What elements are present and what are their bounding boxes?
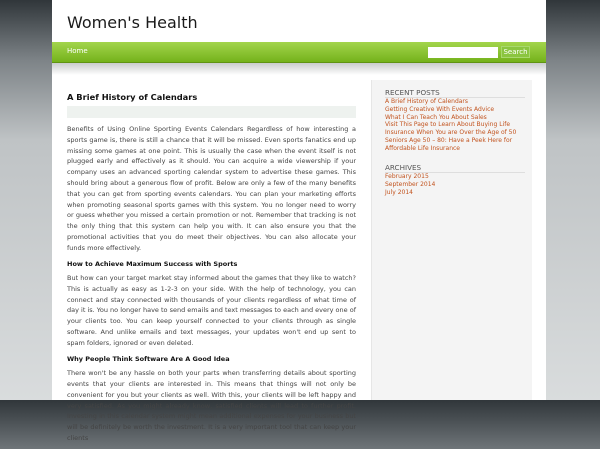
main-navigation	[52, 42, 546, 63]
nav-item-home[interactable]: Home	[67, 47, 88, 55]
post-paragraph: But how can your target market stay informed about the games that they like to watch? This is actually as easy as 1-2-3 on your side. With the help of technology, you can connect and stay connected with thousands of your clients regardless of what time of day it is. You no longer have to send emails and text messages to each and every one of your clients too. You can keep yourself connected to your clients through as single software. And unlike emails and text messages, your updates won't end up sent to spam folders, ignored or even deleted.	[67, 274, 356, 347]
site-title[interactable]: Women's Health	[67, 13, 198, 32]
recent-post-link-text[interactable]: What I Can Teach You About Sales	[385, 113, 487, 121]
recent-post-link-text[interactable]: Seniors Age 50 – 80: Have a Peek Here for Affordable Life Insurance	[385, 136, 513, 152]
recent-post-link-text[interactable]: A Brief History of Calendars	[385, 98, 469, 105]
nav-shadow-divider	[52, 63, 546, 75]
post-meta-bar	[67, 106, 356, 118]
archive-link[interactable]	[385, 181, 530, 189]
archive-link[interactable]	[385, 189, 530, 197]
recent-post-link[interactable]	[385, 106, 530, 114]
recent-posts-list	[385, 98, 530, 153]
search-input[interactable]	[428, 47, 498, 58]
recent-post-link[interactable]	[385, 114, 530, 122]
recent-posts-title: RECENT POSTS	[385, 88, 440, 97]
archive-link-text[interactable]: July 2014	[385, 188, 413, 196]
archives-list	[385, 173, 530, 196]
post-subheading: Why People Think Software Are A Good Idea	[67, 355, 230, 364]
post-title[interactable]: A Brief History of Calendars	[67, 92, 198, 102]
post-subheading: How to Achieve Maximum Success with Sports	[67, 260, 238, 269]
archive-link-text[interactable]: February 2015	[385, 173, 429, 180]
search-button[interactable]: Search	[501, 46, 530, 58]
post-paragraph: Benefits of Using Online Sporting Events Calendars Regardless of how interesting a sports game is, there is still a chance that it will be missed. Even sports fanatics end up missing some games at one point. This is usually the case when the event itself is not plugged early and effectively as it should. You can acquire a wide viewership if your company uses an advanced sporting calendar system to advertise these games. This should bring about a generous flow of profit. Below are only a few of the many benefits that you can get from sporting events calendars. You can plan your marketing efforts when promoting seasonal sports games with this system. You no longer need to worry or guess whether you missed a certain promotion or not. Remember that tracking is not the only thing that this system can help you with. It can also ensure you that the promotional activities that you do meet their objectives. You can also allocate your funds more effectively.	[67, 125, 356, 252]
recent-post-link[interactable]	[385, 137, 530, 153]
archive-link[interactable]	[385, 173, 530, 181]
archives-title: ARCHIVES	[385, 163, 422, 172]
post-paragraph: There won't be any hassle on both your parts when transferring details about sporting events that your clients are interested in. This means that things will not only be convenient for you but your clients as well. With this, your clients will be left happy and very satisfied. As you might already know, satisfied clients will lead to further profit. Investing in this calendar system might mean additional expenses for your business but will be definitely be worth the investment. It is a very important tool that can keep your clients	[67, 369, 356, 442]
recent-post-link-text[interactable]: Visit This Page to Learn About Buying Life Insurance When You are Over the Age of 50	[385, 121, 517, 137]
recent-post-link-text[interactable]: Getting Creative With Events Advice	[385, 105, 495, 113]
post-content	[67, 124, 356, 449]
recent-post-link[interactable]	[385, 98, 530, 106]
archive-link-text[interactable]: September 2014	[385, 180, 436, 188]
recent-post-link[interactable]	[385, 121, 530, 137]
sidebar	[371, 80, 532, 400]
